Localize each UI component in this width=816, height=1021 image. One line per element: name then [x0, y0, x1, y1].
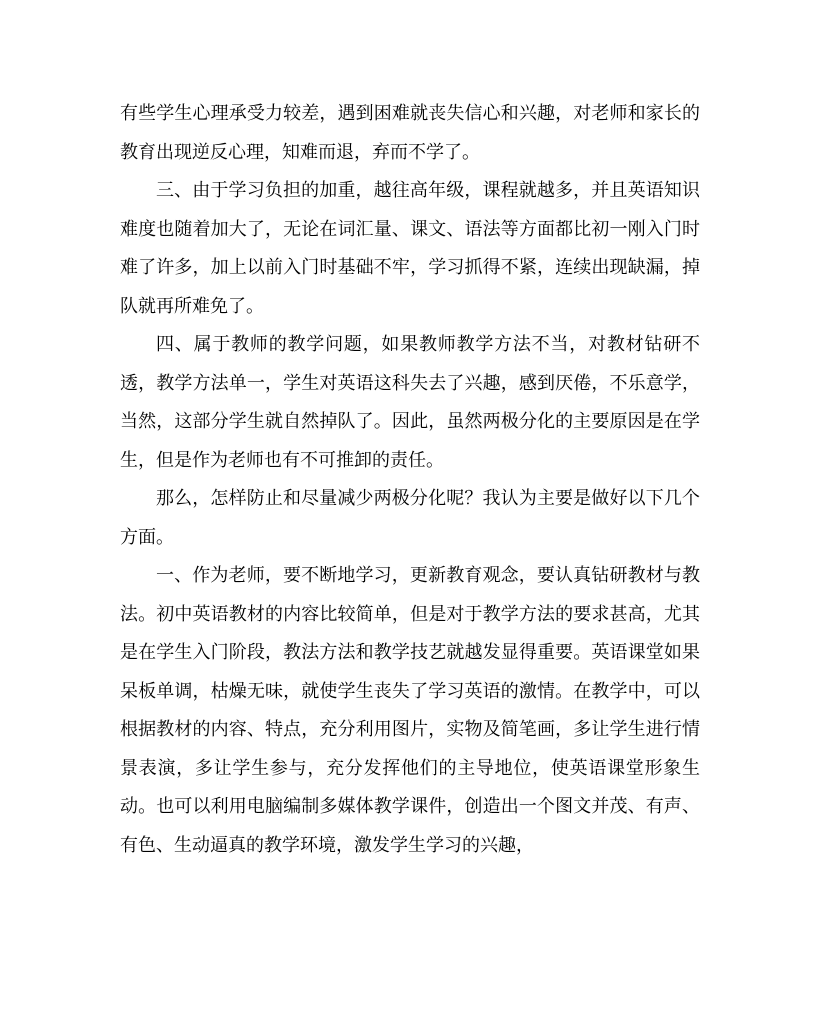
paragraph-1: 有些学生心理承受力较差，遇到困难就丧失信心和兴趣，对老师和家长的教育出现逆反心理，知难而退，弃而不学了。 [120, 103, 700, 163]
paragraph-3: 四、属于教师的教学问题，如果教师教学方法不当，对教材钻研不透，教学方法单一，学生对英语这科失去了兴趣，感到厌倦，不乐意学，当然，这部分学生就自然掉队了。因此，虽然两极分化的主要原因是在学生，但是作为老师也有不可推卸的责任。 [120, 334, 700, 471]
paragraph-5: 一、作为老师，要不断地学习，更新教育观念，要认真钻研教材与教法。初中英语教材的内容比较简单，但是对于教学方法的要求甚高，尤其是在学生入门阶段，教法方法和教学技艺就越发显得重要。英语课堂如果呆板单调，枯燥无味，就使学生丧失了学习英语的激情。在教学中，可以根据教材的内容、特点，充分利用图片，实物及简笔画，多让学生进行情景表演，多让学生参与，充分发挥他们的主导地位，使英语课堂形象生动。也可以利用电脑编制多媒体教学课件，创造出一个图文并茂、有声、有色、生动逼真的教学环境，激发学生学习的兴趣， [120, 565, 700, 856]
paragraph-4: 那么，怎样防止和尽量减少两极分化呢？我认为主要是做好以下几个方面。 [120, 488, 700, 548]
document-body [120, 95, 700, 865]
paragraph-2: 三、由于学习负担的加重，越往高年级，课程就越多，并且英语知识难度也随着加大了，无论在词汇量、课文、语法等方面都比初一刚入门时难了许多，加上以前入门时基础不牢，学习抓得不紧，连续出现缺漏，掉队就再所难免了。 [120, 180, 700, 317]
